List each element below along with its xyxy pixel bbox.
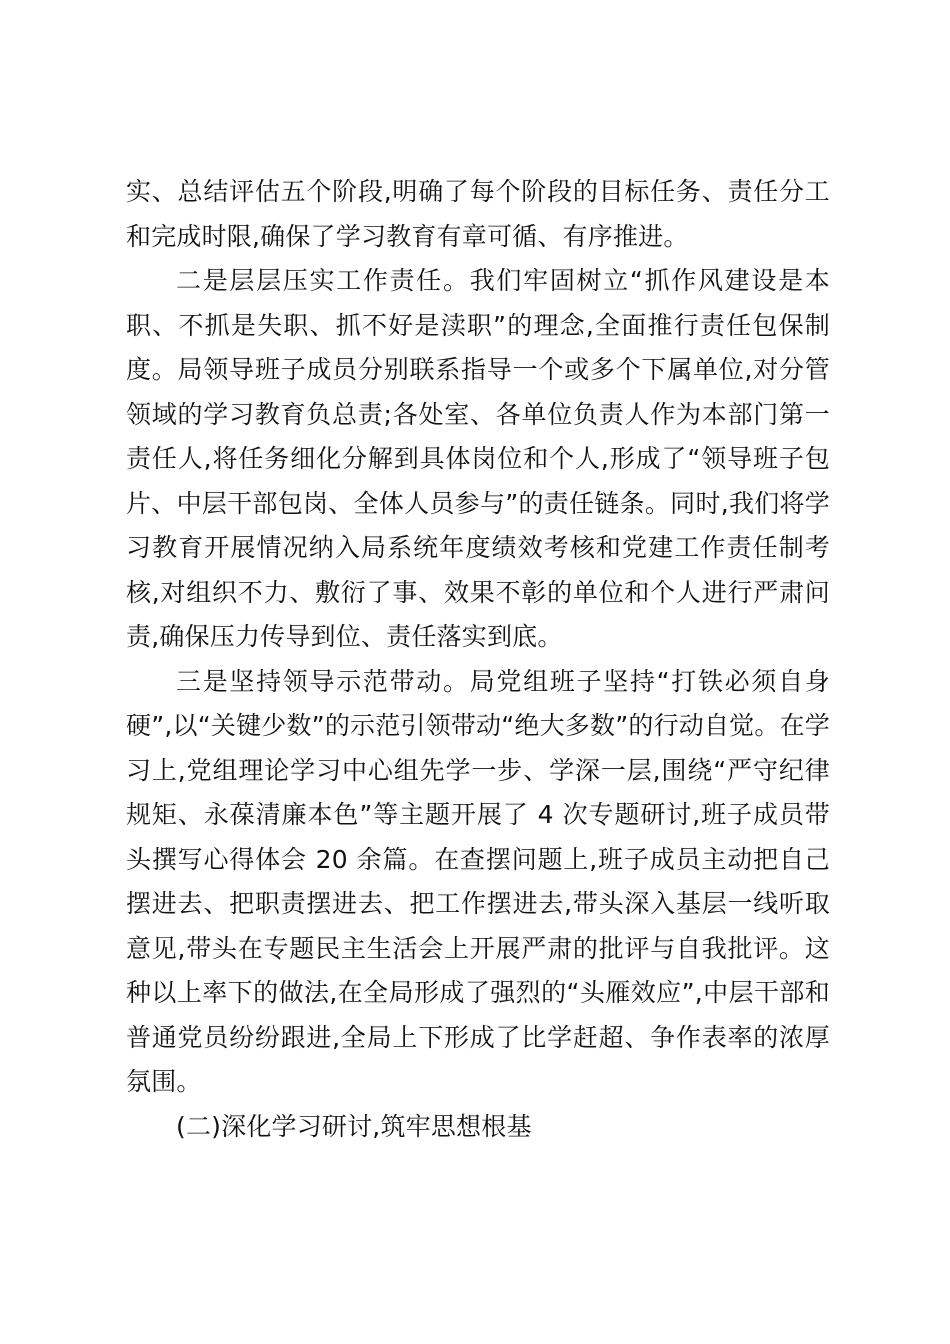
paragraph-responsibility: 二是层层压实工作责任。我们牢固树立“抓作风建设是本职、不抓是失职、抓不好是渎职”的理念,全面推行责任包保制度。局领导班子成员分别联系指导一个或多个下属单位,对分管领域的学习教育负总责;各处室、各单位负责人作为本部门第一责任人,将任务细化分解到具体岗位和个人,形成了“领导班子包片、中层干部包岗、全体人员参与”的责任链条。同时,我们将学习教育开展情况纳入局系统年度绩效考核和党建工作责任制考核,对组织不力、敷衍了事、效果不彰的单位和个人进行严肃问责,确保压力传导到位、责任落实到底。 — [126, 266, 830, 651]
paragraph-leadership: 三是坚持领导示范带动。局党组班子坚持“打铁必须自身硬”,以“关键少数”的示范引领带动“绝大多数”的行动自觉。在学习上,党组理论学习中心组先学一步、学深一层,围绕“严守纪律规矩、永葆清廉本色”等主题开展了 4 次专题研讨,班子成员带头撰写心得体会 20 余篇。在查摆问题上,班子成员主动把自己摆进去、把职责摆进去、把工作摆进去,带头深入基层一线听取意见,带头在专题民主生活会上开展严肃的批评与自我批评。这种以上率下的做法,在全局形成了强烈的“头雁效应”,中层干部和普通党员纷纷跟进,全局上下形成了比学赶超、争作表率的浓厚氛围。 — [126, 666, 830, 1096]
document-body — [126, 170, 830, 1149]
paragraph-continuation: 实、总结评估五个阶段,明确了每个阶段的目标任务、责任分工和完成时限,确保了学习教育有章可循、有序推进。 — [126, 177, 830, 251]
section-heading: (二)深化学习研讨,筑牢思想根基 — [176, 1111, 532, 1141]
